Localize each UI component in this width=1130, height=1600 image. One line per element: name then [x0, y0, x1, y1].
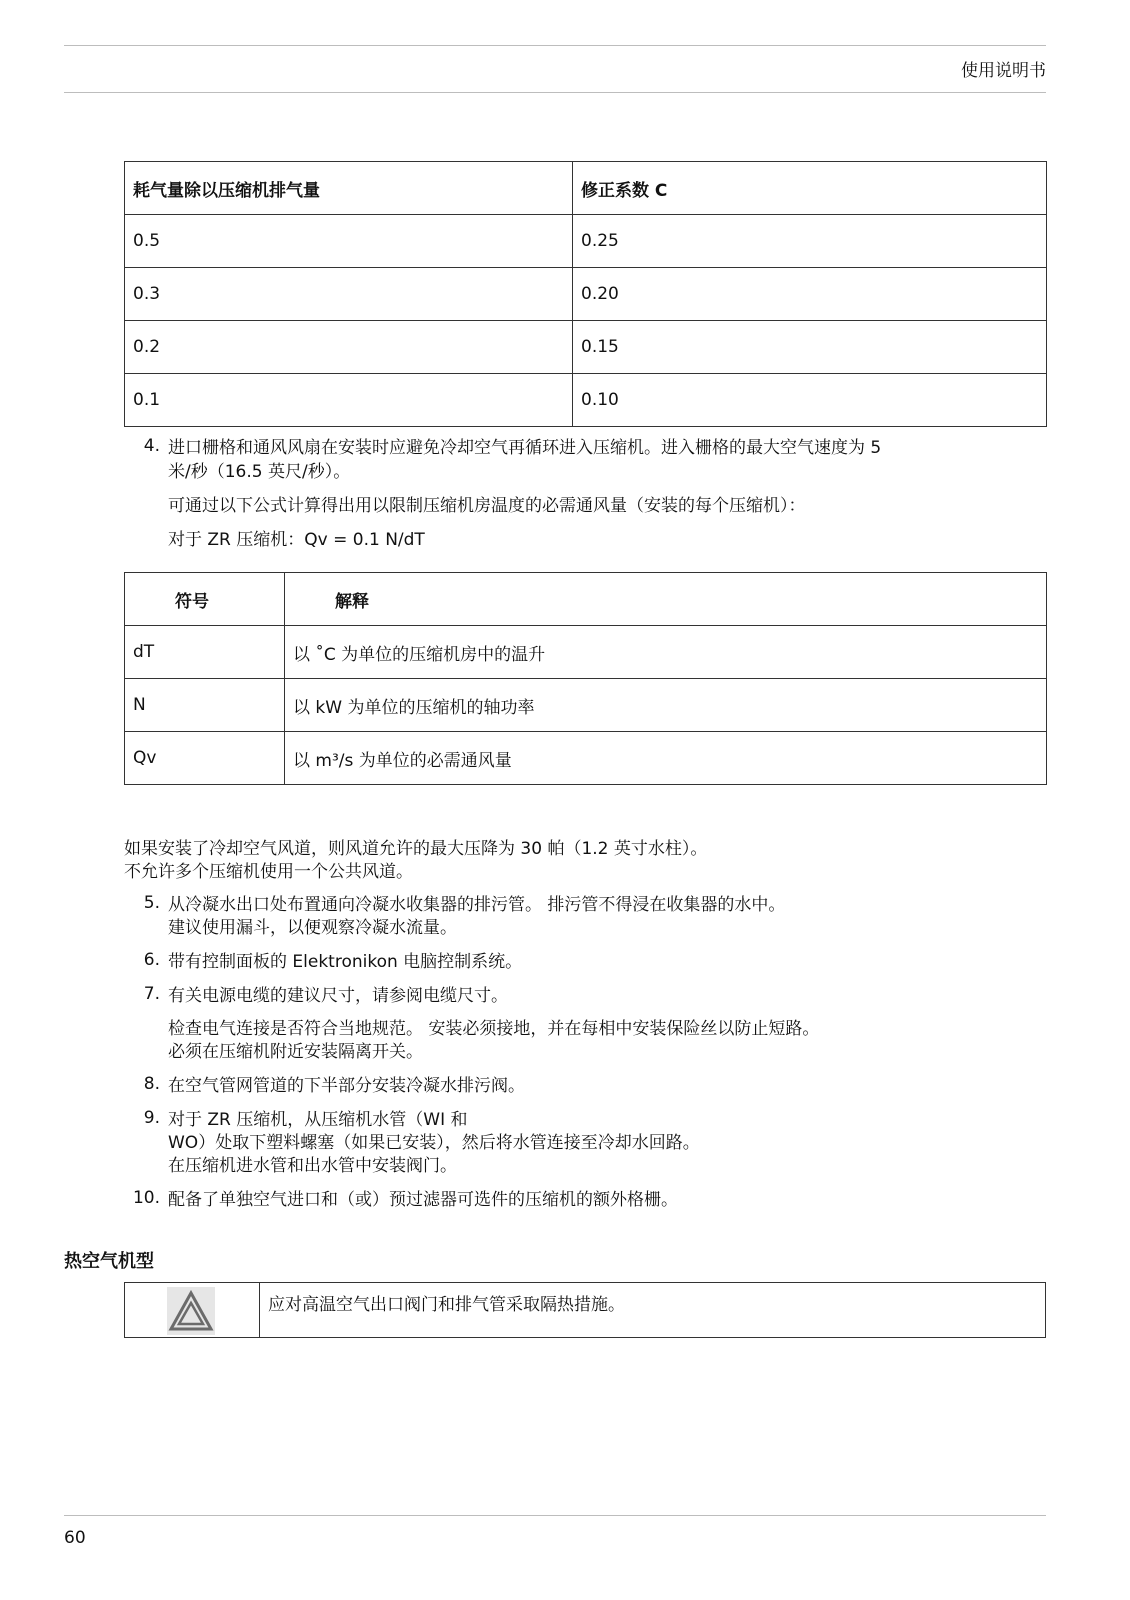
formula-line: 对于 ZR 压缩机：Qv = 0.1 N/dT — [168, 530, 425, 550]
correction-factor-table — [124, 161, 1047, 427]
table-cell: 0.25 — [573, 215, 1047, 268]
table-cell: 0.1 — [125, 374, 573, 427]
footer-rule — [64, 1515, 1046, 1516]
item7-paragraph2: 必须在压缩机附近安装隔离开关。 — [168, 1042, 423, 1062]
table-row — [125, 732, 1047, 785]
item9-line3: 在压缩机进水管和出水管中安装阀门。 — [168, 1156, 457, 1176]
warning-text: 应对高温空气出口阀门和排气管采取隔热措施。 — [260, 1283, 1046, 1338]
list-number: 8. — [143, 1074, 160, 1094]
page-number: 60 — [64, 1528, 86, 1548]
table-row — [125, 679, 1047, 732]
section-title: 热空气机型 — [64, 1251, 154, 1272]
item4-line1: 进口栅格和通风风扇在安装时应避免冷却空气再循环进入压缩机。进入栅格的最大空气速度为 5 — [168, 438, 882, 458]
table-cell: 0.2 — [125, 321, 573, 374]
table-header-cell: 解释 — [285, 573, 1047, 626]
item4-paragraph: 可通过以下公式计算得出用以限制压缩机房温度的必需通风量（安装的每个压缩机）： — [168, 496, 806, 516]
duct-paragraph-line2: 不允许多个压缩机使用一个公共风道。 — [124, 862, 413, 882]
item8-line1: 在空气管网管道的下半部分安装冷凝水排污阀。 — [168, 1076, 525, 1096]
item7-paragraph1: 检查电气连接是否符合当地规范。 安装必须接地，并在每相中安装保险丝以防止短路。 — [168, 1019, 820, 1039]
list-number: 9. — [143, 1108, 160, 1128]
duct-paragraph-line1: 如果安装了冷却空气风道，则风道允许的最大压降为 30 帕（1.2 英寸水柱）。 — [124, 839, 708, 859]
item9-line1: 对于 ZR 压缩机，从压缩机水管（WI 和 — [168, 1110, 468, 1130]
table-header-row — [125, 573, 1047, 626]
table-cell: 0.5 — [125, 215, 573, 268]
list-number: 7. — [143, 984, 160, 1004]
table-cell: dT — [125, 626, 285, 679]
table-row — [125, 215, 1047, 268]
table-cell: 0.15 — [573, 321, 1047, 374]
item9-line2: WO）处取下塑料螺塞（如果已安装），然后将水管连接至冷却水回路。 — [168, 1133, 700, 1153]
table-cell: 0.10 — [573, 374, 1047, 427]
table-header-cell: 符号 — [125, 573, 285, 626]
item5-line2: 建议使用漏斗，以便观察冷凝水流量。 — [168, 918, 457, 938]
item7-line1: 有关电源电缆的建议尺寸，请参阅电缆尺寸。 — [168, 986, 508, 1006]
table-row — [125, 626, 1047, 679]
list-number: 5. — [143, 893, 160, 913]
table-header-cell: 修正系数 C — [573, 162, 1047, 215]
list-number: 6. — [143, 950, 160, 970]
item6-line1: 带有控制面板的 Elektronikon 电脑控制系统。 — [168, 952, 523, 972]
list-number: 4. — [143, 436, 160, 456]
list-number: 10. — [132, 1188, 160, 1208]
item5-line1: 从冷凝水出口处布置通向冷凝水收集器的排污管。 排污管不得浸在收集器的水中。 — [168, 895, 786, 915]
table-cell: 0.20 — [573, 268, 1047, 321]
table-cell: 0.3 — [125, 268, 573, 321]
table-row — [125, 321, 1047, 374]
header-rule-bottom — [64, 92, 1046, 93]
item10-line1: 配备了单独空气进口和（或）预过滤器可选件的压缩机的额外格栅。 — [168, 1190, 678, 1210]
header-rule-top — [64, 45, 1046, 46]
table-cell: 以 ˚C 为单位的压缩机房中的温升 — [285, 626, 1047, 679]
warning-icon-cell — [125, 1283, 260, 1338]
table-cell: N — [125, 679, 285, 732]
header-title: 使用说明书 — [961, 61, 1046, 81]
warning-triangle-icon — [167, 1287, 215, 1335]
table-row — [125, 268, 1047, 321]
symbol-table — [124, 572, 1047, 785]
item4-line2: 米/秒（16.5 英尺/秒）。 — [168, 462, 351, 482]
table-header-cell: 耗气量除以压缩机排气量 — [125, 162, 573, 215]
table-cell: Qv — [125, 732, 285, 785]
table-row — [125, 374, 1047, 427]
table-header-row — [125, 162, 1047, 215]
warning-box — [124, 1282, 1046, 1338]
table-cell: 以 m³/s 为单位的必需通风量 — [285, 732, 1047, 785]
table-cell: 以 kW 为单位的压缩机的轴功率 — [285, 679, 1047, 732]
